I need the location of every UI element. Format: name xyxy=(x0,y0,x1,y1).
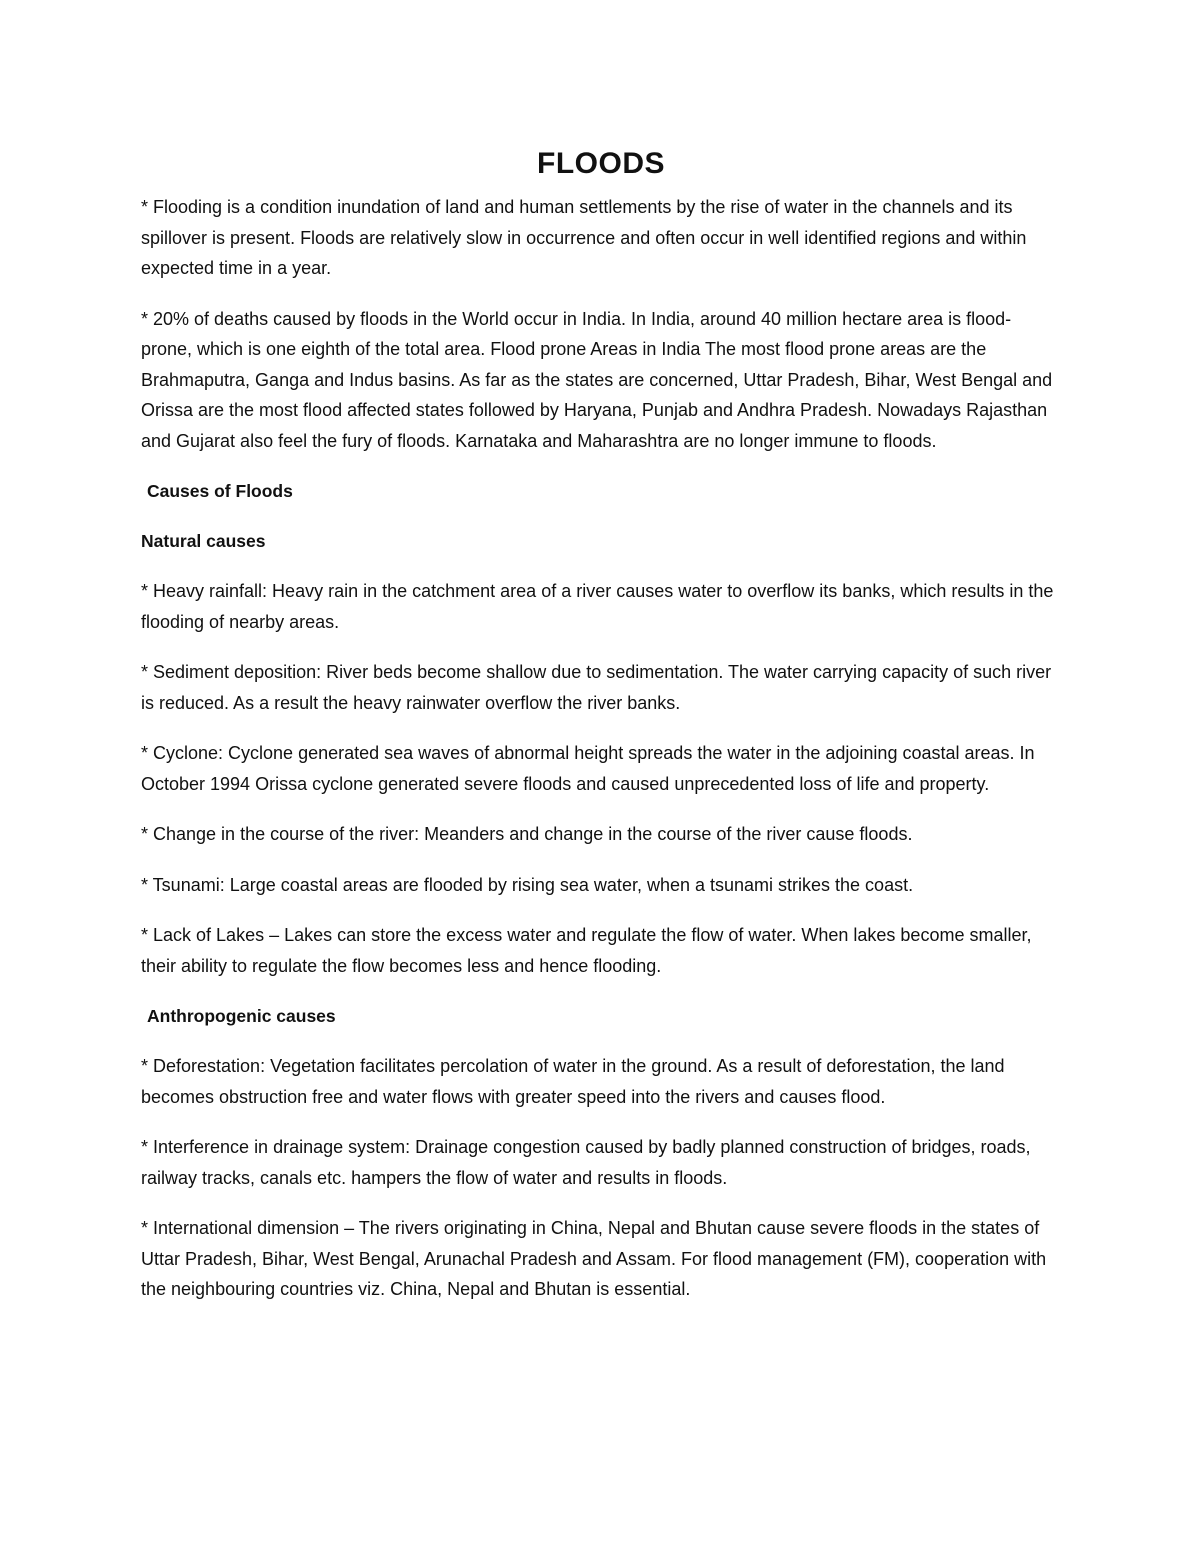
natural-cause-heavy-rainfall: * Heavy rainfall: Heavy rain in the catchment area of a river causes water to overflow its banks, which results in the flooding of nearby areas. xyxy=(141,581,1054,632)
document-page xyxy=(141,140,1061,1325)
natural-cause-river-course: * Change in the course of the river: Meanders and change in the course of the river cause floods. xyxy=(141,824,913,844)
natural-cause-tsunami: * Tsunami: Large coastal areas are flooded by rising sea water, when a tsunami strikes the coast. xyxy=(141,874,914,895)
anthro-cause-drainage: * Interference in drainage system: Drainage congestion caused by badly planned construction of bridges, roads, railway tracks, canals etc. hampers the flow of water and results in floods. xyxy=(141,1137,1031,1188)
intro-paragraph-1: * Flooding is a condition inundation of land and human settlements by the rise of water in the channels and its spillover is present. Floods are relatively slow in occurrence and often occur in well identified regions and within expected time in a year. xyxy=(141,197,1027,278)
natural-causes-heading: Natural causes xyxy=(141,531,266,551)
anthro-cause-international: * International dimension – The rivers originating in China, Nepal and Bhutan cause severe floods in the states of Uttar Pradesh, Bihar, West Bengal, Arunachal Pradesh and Assam. For flood management (FM), cooperation with the neighbouring countries viz. China, Nepal and Bhutan is essential. xyxy=(141,1218,1047,1299)
natural-cause-lack-of-lakes: * Lack of Lakes – Lakes can store the excess water and regulate the flow of water. When lakes become smaller, their ability to regulate the flow becomes less and hence flooding. xyxy=(141,925,1032,976)
anthropogenic-causes-heading: Anthropogenic causes xyxy=(147,1006,336,1026)
natural-cause-cyclone: * Cyclone: Cyclone generated sea waves of abnormal height spreads the water in the adjoining coastal areas. In October 1994 Orissa cyclone generated severe floods and caused unprecedented loss of life and property. xyxy=(141,743,1035,794)
anthro-cause-deforestation: * Deforestation: Vegetation facilitates percolation of water in the ground. As a result of deforestation, the land becomes obstruction free and water flows with greater speed into the rivers and causes flood. xyxy=(141,1056,1005,1107)
intro-paragraph-2: * 20% of deaths caused by floods in the World occur in India. In India, around 40 million hectare area is flood-prone, which is one eighth of the total area. Flood prone Areas in India The most flood prone areas are the Brahmaputra, Ganga and Indus basins. As far as the states are concerned, Uttar Pradesh, Bihar, West Bengal and Orissa are the most flood affected states followed by Haryana, Punjab and Andhra Pradesh. Nowadays Rajasthan and Gujarat also feel the fury of floods. Karnataka and Maharashtra are no longer immune to floods. xyxy=(141,308,1053,451)
document-title: FLOODS xyxy=(537,147,665,180)
natural-cause-sediment-deposition: * Sediment deposition: River beds become shallow due to sedimentation. The water carrying capacity of such river is reduced. As a result the heavy rainwater overflow the river banks. xyxy=(141,662,1052,713)
causes-heading: Causes of Floods xyxy=(147,481,293,501)
